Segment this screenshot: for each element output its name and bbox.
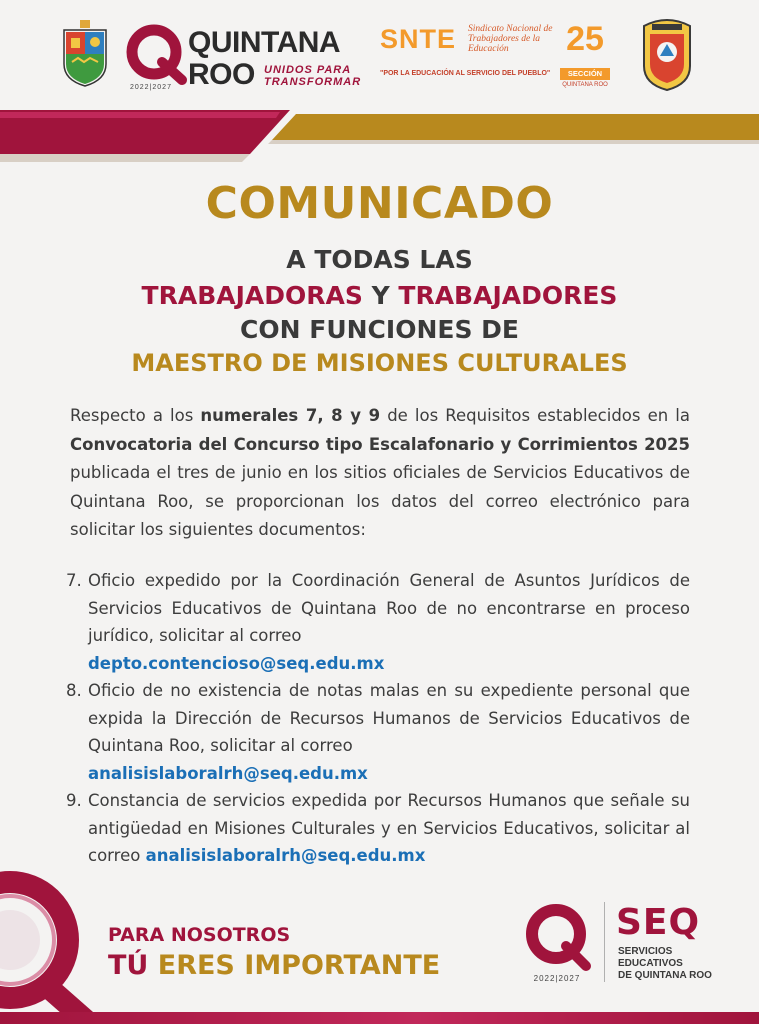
footer-slogan-tu: TÚ (108, 950, 149, 981)
quintana-word: QUINTANA (188, 26, 341, 59)
intro-bold-numerals: numerales 7, 8 y 9 (200, 406, 381, 425)
quintana-q-icon (124, 22, 188, 86)
footer-slogan-line-1: PARA NOSOTROS (108, 924, 291, 946)
quintana-tagline-1: UNIDOS PARA (264, 64, 352, 76)
item-text: Constancia de servicios expedida por Recursos Humanos que señale su antigüedad en Misiones Culturales y en Servicios Educativos, solicitar al correo (88, 791, 690, 865)
snte-word: SNTE (380, 24, 457, 54)
section-number: 25 (566, 20, 604, 58)
roo-word: ROO (188, 58, 255, 91)
intro-paragraph (70, 402, 690, 545)
section-place: QUINTANA ROO (562, 82, 608, 88)
footer-divider (604, 902, 605, 982)
section-25-logo (558, 20, 612, 90)
snte-logo (380, 22, 555, 84)
union-crest-logo (638, 16, 696, 92)
item-text: Oficio de no existencia de notas malas en su expediente personal que expida la Dirección de Recursos Humanos de Servicios Educativos de Quintana Roo, solicitar al correo (88, 681, 690, 755)
item-text: Oficio expedido por la Coordinación General de Asuntos Jurídicos de Servicios Educativos de Quintana Roo de no encontrarse en proceso jurídico, solicitar al correo (88, 571, 690, 645)
quintana-years: 2022|2027 (130, 84, 172, 91)
email-link[interactable]: analisislaboralrh@seq.edu.mx (145, 846, 426, 865)
subtitle-trabajadores: TRABAJADORES (398, 281, 618, 310)
snte-slogan: "POR LA EDUCACIÓN AL SERVICIO DEL PUEBLO" (380, 70, 551, 77)
quintana-q-logo-footer (518, 900, 596, 988)
list-item (66, 677, 690, 787)
email-link[interactable]: analisislaboralrh@seq.edu.mx (88, 763, 368, 783)
item-number: 8. (66, 681, 82, 700)
subtitle-line-1: A TODAS LAS (286, 245, 473, 274)
list-item (66, 567, 690, 677)
quintana-roo-logo (124, 22, 362, 94)
seq-name-line-1: SERVICIOS (618, 946, 673, 957)
header-band-decoration (0, 110, 759, 162)
intro-text-3: publicada el tres de junio en los sitios oficiales de Servicios Educativos de Quintana Roo, se proporcionan los datos del correo electrónico para solicitar los siguientes documentos: (70, 463, 690, 539)
item-number: 9. (66, 791, 82, 810)
quintana-q-icon (518, 900, 596, 972)
seq-name-line-2: EDUCATIVOS (618, 958, 683, 969)
subtitle-line-3: CON FUNCIONES DE (240, 315, 519, 344)
footer-slogan-eres-importante: ERES IMPORTANTE (148, 950, 441, 981)
subtitle-trabajadoras: TRABAJADORAS (141, 281, 363, 310)
email-link[interactable]: depto.contencioso@seq.edu.mx (88, 653, 385, 673)
state-coat-of-arms-logo (60, 18, 110, 88)
header-logos (0, 0, 759, 110)
intro-text-1: Respecto a los (70, 406, 201, 425)
footer-bottom-bar (0, 1012, 759, 1024)
subtitle-line-4: MAESTRO DE MISIONES CULTURALES (131, 349, 628, 377)
requirements-list (66, 567, 690, 870)
seq-acronym: SEQ (616, 902, 701, 943)
page-title: COMUNICADO (205, 178, 554, 229)
footer-slogan-line-2 (108, 950, 440, 981)
intro-bold-convocatoria: Convocatoria del Concurso tipo Escalafonario y Corrimientos 2025 (70, 434, 690, 454)
quintana-tagline-2: TRANSFORMAR (264, 76, 362, 88)
subtitle-line-2 (0, 281, 759, 310)
q-logo-years: 2022|2027 (533, 974, 581, 983)
section-label: SECCIÓN (560, 68, 610, 80)
item-number: 7. (66, 571, 82, 590)
snte-full-name: Sindicato Nacional de Trabajadores de la Educación (468, 24, 553, 54)
list-item (66, 787, 690, 870)
subtitle-y: Y (362, 281, 399, 310)
seq-name-line-3: DE QUINTANA ROO (618, 970, 712, 981)
intro-text-2: de los Requisitos establecidos en la (380, 406, 691, 425)
